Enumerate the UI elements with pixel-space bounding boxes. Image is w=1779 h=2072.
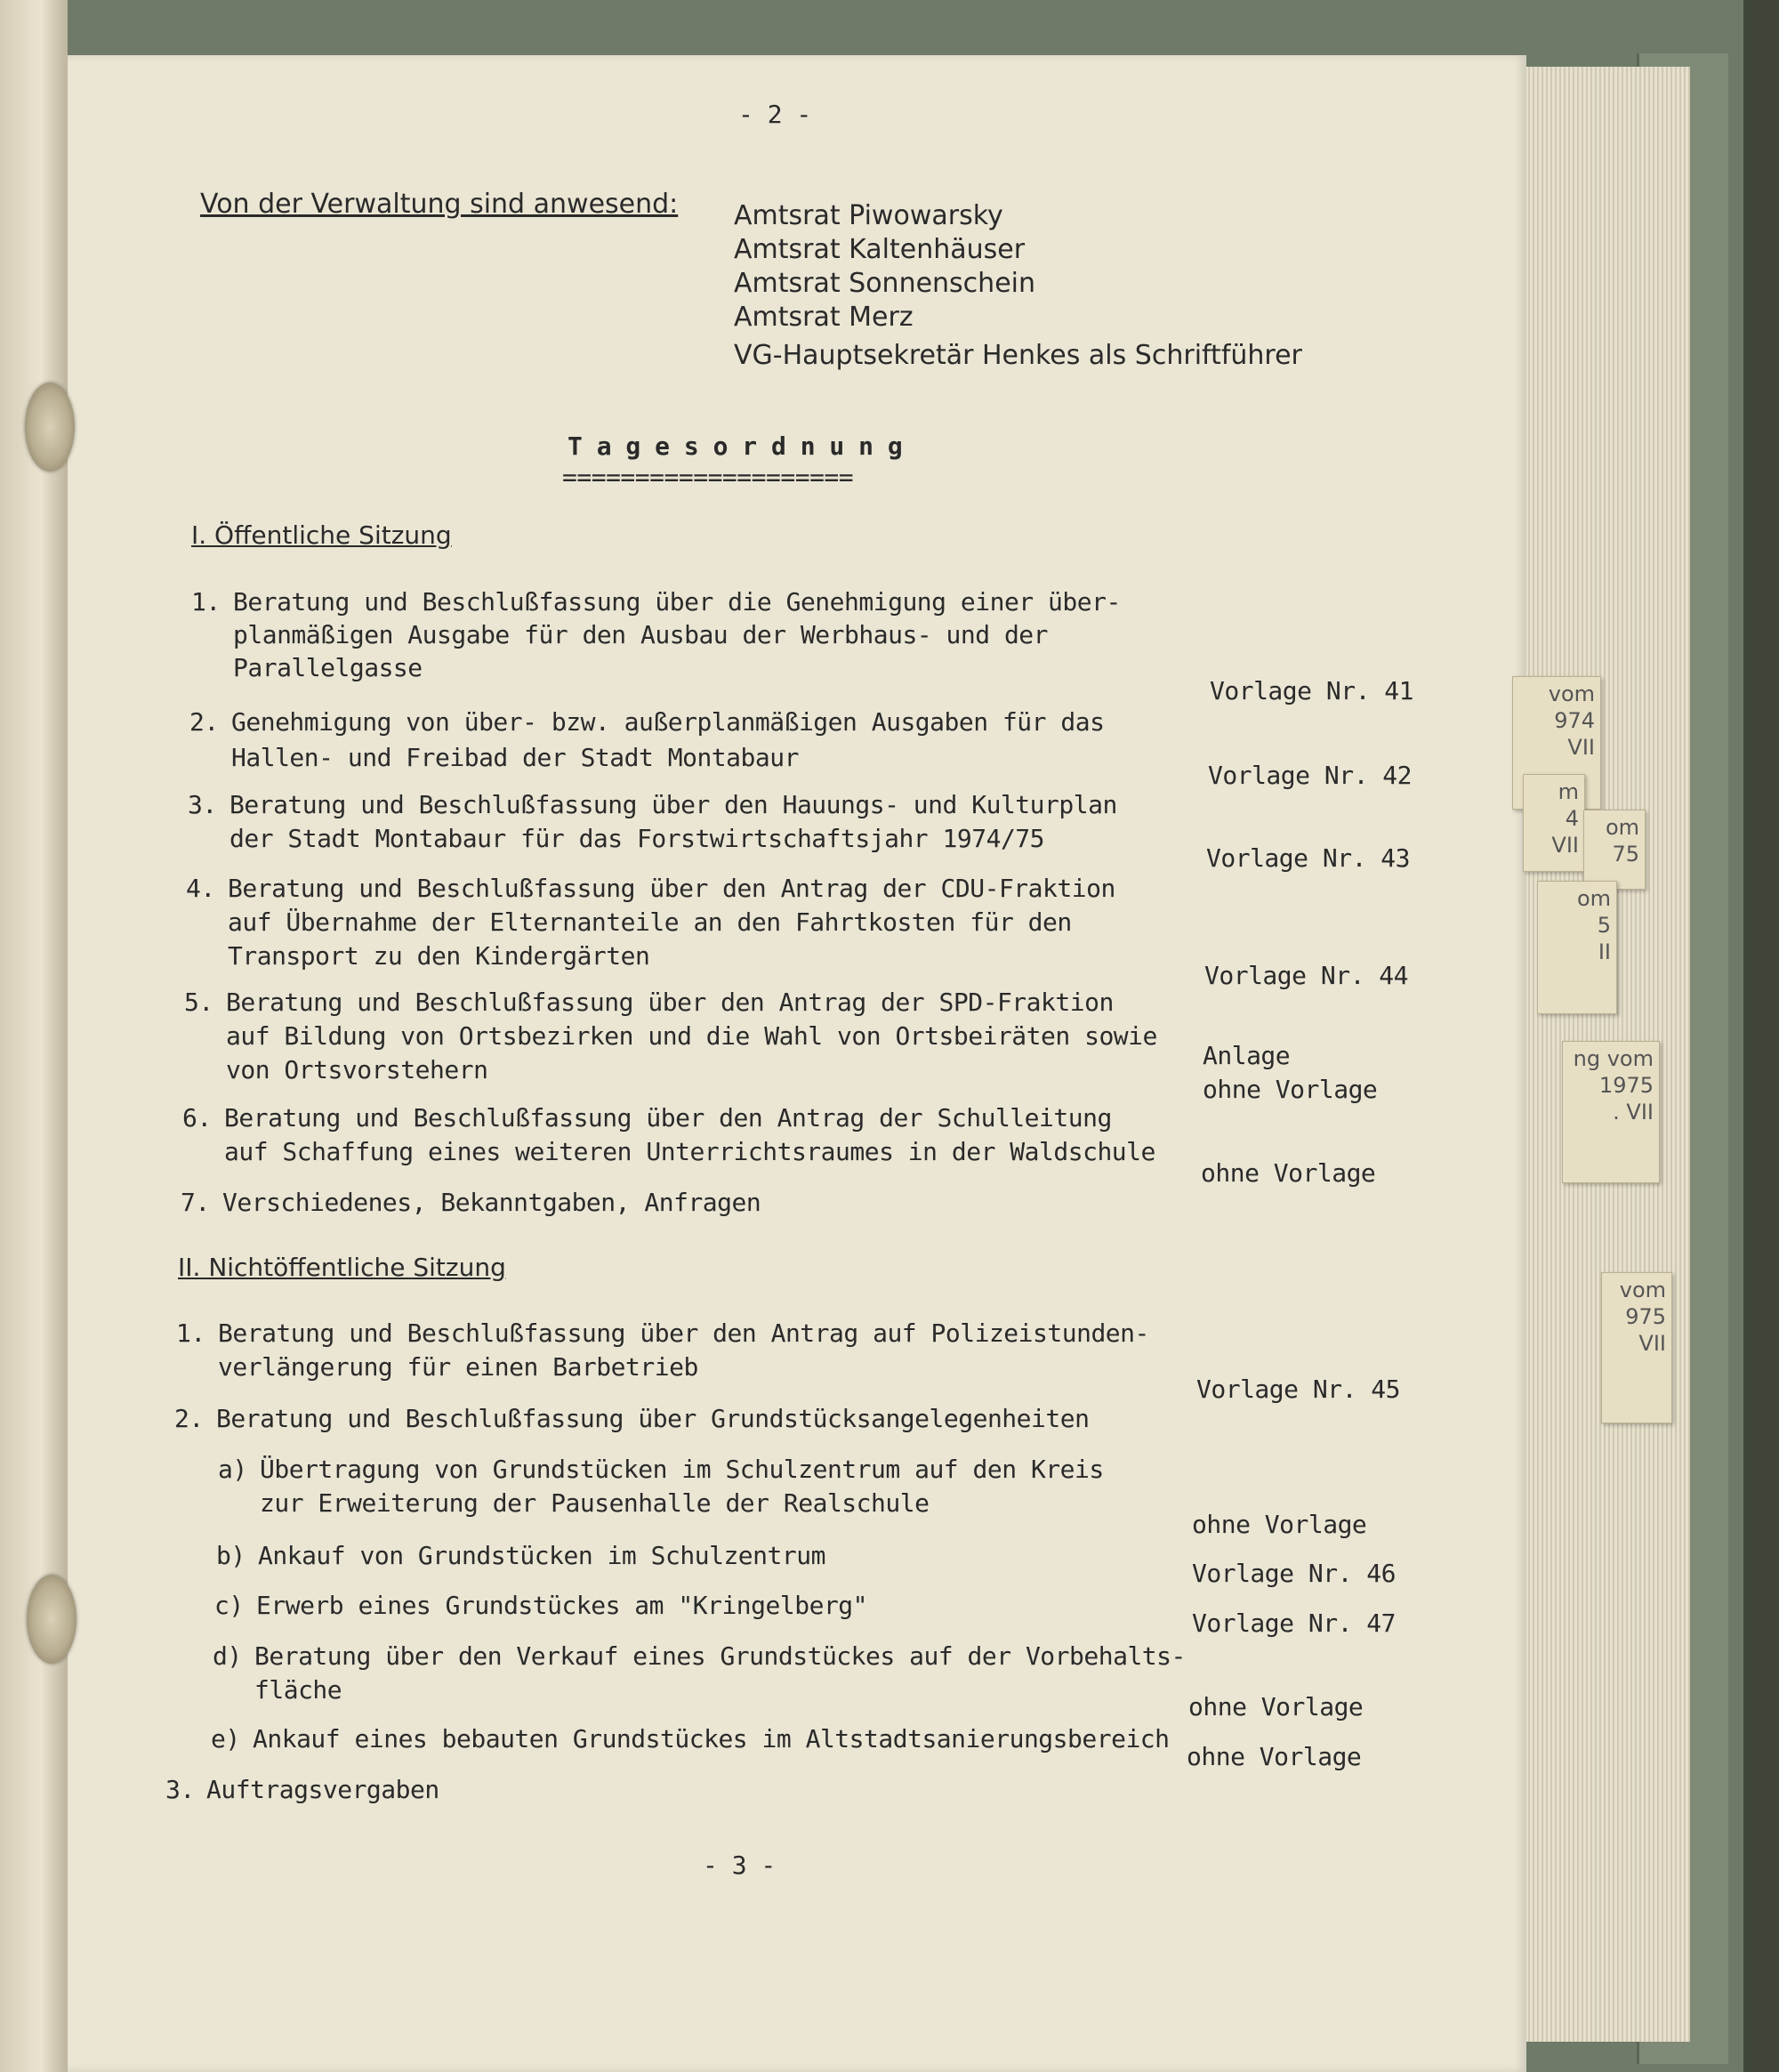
- agenda-subitem-letter: d): [213, 1641, 242, 1671]
- agenda-item-number: 1.: [176, 1318, 205, 1348]
- agenda-item-reference: Vorlage Nr. 45: [1196, 1375, 1401, 1404]
- agenda-item-text: auf Bildung von Ortsbezirken und die Wahl von Ortsbeiräten sowie: [226, 1021, 1157, 1051]
- punch-hole-top: [25, 383, 75, 472]
- tab-text: 5: [1597, 913, 1611, 938]
- punch-hole-bottom: [27, 1575, 76, 1664]
- attendee: Amtsrat Piwowarsky: [734, 200, 1003, 231]
- attendee: Amtsrat Merz: [734, 302, 914, 333]
- agenda-title-rule: ====================: [562, 463, 854, 492]
- agenda-item-text: Verschiedenes, Bekanntgaben, Anfragen: [222, 1188, 761, 1217]
- agenda-item-reference: Vorlage Nr. 42: [1208, 761, 1413, 790]
- tab-text: VII: [1567, 735, 1595, 760]
- agenda-item-reference: ohne Vorlage: [1203, 1075, 1378, 1104]
- tab-text: 975: [1625, 1304, 1666, 1329]
- index-tab[interactable]: [1583, 810, 1646, 890]
- agenda-item-reference: ohne Vorlage: [1192, 1510, 1367, 1539]
- tab-text: VII: [1638, 1331, 1666, 1356]
- tab-text: 1975: [1598, 1073, 1654, 1098]
- agenda-item-reference: Vorlage Nr. 46: [1192, 1559, 1397, 1588]
- agenda-item-text: Beratung und Beschlußfassung über den Antrag auf Polizeistunden-: [218, 1318, 1149, 1348]
- tab-text: om: [1576, 886, 1611, 911]
- agenda-item-number: 4.: [186, 874, 215, 903]
- agenda-subitem-text: Erwerb eines Grundstückes am "Kringelberg": [256, 1591, 868, 1620]
- agenda-item-text: von Ortsvorstehern: [226, 1055, 488, 1084]
- agenda-item-text: Auftragsvergaben: [206, 1775, 439, 1804]
- index-tab[interactable]: [1537, 881, 1617, 1014]
- agenda-item-number: 1.: [191, 587, 221, 617]
- agenda-subitem-text: Beratung über den Verkauf eines Grundstückes auf der Vorbehalts-: [254, 1641, 1186, 1671]
- attendee: Amtsrat Sonnenschein: [734, 268, 1035, 299]
- agenda-subitem-text: zur Erweiterung der Pausenhalle der Realschule: [260, 1488, 930, 1518]
- agenda-subitem-text: Übertragung von Grundstücken im Schulzentrum auf den Kreis: [260, 1455, 1104, 1484]
- agenda-subitem-letter: b): [216, 1541, 246, 1570]
- index-tab[interactable]: [1562, 1041, 1660, 1183]
- agenda-title: T a g e s o r d n u n g: [568, 431, 903, 461]
- index-tab[interactable]: [1601, 1272, 1672, 1423]
- tab-text: . VII: [1613, 1100, 1654, 1125]
- agenda-item-number: 7.: [181, 1188, 210, 1217]
- tab-text: vom: [1548, 681, 1595, 706]
- agenda-item-text: Beratung und Beschlußfassung über den Antrag der SPD-Fraktion: [226, 988, 1114, 1017]
- agenda-item-text: Transport zu den Kindergärten: [228, 941, 650, 971]
- agenda-item-text: Beratung und Beschlußfassung über Grundstücksangelegenheiten: [216, 1404, 1090, 1433]
- agenda-subitem-text: fläche: [254, 1675, 342, 1705]
- agenda-item-reference: ohne Vorlage: [1187, 1742, 1362, 1771]
- tab-text: 4: [1565, 806, 1579, 831]
- agenda-item-text: Beratung und Beschlußfassung über die Genehmigung einer über-: [233, 587, 1121, 617]
- agenda-item-text: Beratung und Beschlußfassung über den Antrag der Schulleitung: [224, 1103, 1112, 1133]
- agenda-item-reference: Vorlage Nr. 47: [1192, 1608, 1397, 1638]
- agenda-item-number: 2.: [174, 1404, 204, 1433]
- tab-text: m: [1558, 779, 1579, 804]
- agenda-item-reference: ohne Vorlage: [1188, 1692, 1364, 1721]
- agenda-item-number: 5.: [184, 988, 213, 1017]
- agenda-subitem-text: Ankauf von Grundstücken im Schulzentrum: [258, 1541, 825, 1570]
- agenda-item-text: der Stadt Montabaur für das Forstwirtschaftsjahr 1974/75: [229, 824, 1045, 853]
- agenda-item-number: 3.: [165, 1775, 195, 1804]
- agenda-item-text: planmäßigen Ausgabe für den Ausbau der Werbhaus- und der: [233, 620, 1049, 649]
- agenda-item-number: 3.: [188, 790, 217, 819]
- agenda-item-number: 2.: [189, 707, 219, 737]
- agenda-item-reference: Vorlage Nr. 41: [1210, 676, 1414, 705]
- agenda-subitem-text: Ankauf eines bebauten Grundstückes im Altstadtsanierungsbereich: [253, 1724, 1170, 1754]
- agenda-item-reference: ohne Vorlage: [1201, 1158, 1376, 1188]
- agenda-item-reference: Anlage: [1203, 1041, 1291, 1070]
- agenda-item-text: Hallen- und Freibad der Stadt Montabaur: [231, 743, 799, 772]
- tab-text: 974: [1554, 708, 1595, 733]
- attendance-heading: Von der Verwaltung sind anwesend:: [200, 189, 679, 220]
- agenda-item-text: verlängerung für einen Barbetrieb: [218, 1352, 698, 1382]
- agenda-item-text: auf Schaffung eines weiteren Unterrichtsraumes in der Waldschule: [224, 1137, 1155, 1166]
- agenda-item-number: 6.: [182, 1103, 212, 1133]
- page-number-top: - 2 -: [738, 100, 811, 129]
- agenda-item-reference: Vorlage Nr. 43: [1206, 843, 1411, 873]
- attendee: VG-Hauptsekretär Henkes als Schriftführer: [734, 340, 1302, 371]
- agenda-item-text: Beratung und Beschlußfassung über den Hauungs- und Kulturplan: [229, 790, 1117, 819]
- page-number-bottom: - 3 -: [703, 1850, 776, 1880]
- tab-text: VII: [1551, 833, 1579, 858]
- index-tab[interactable]: [1523, 774, 1585, 872]
- agenda-item-text: Beratung und Beschlußfassung über den Antrag der CDU-Fraktion: [228, 874, 1115, 903]
- section-heading-private: II. Nichtöffentliche Sitzung: [178, 1253, 506, 1282]
- tab-text: 75: [1612, 842, 1639, 867]
- agenda-item-text: Genehmigung von über- bzw. außerplanmäßigen Ausgaben für das: [231, 707, 1105, 737]
- agenda-item-reference: Vorlage Nr. 44: [1204, 961, 1409, 990]
- left-page-edge: [0, 0, 68, 2072]
- tab-text: vom: [1619, 1278, 1666, 1302]
- agenda-subitem-letter: a): [218, 1455, 247, 1484]
- section-heading-public: I. Öffentliche Sitzung: [191, 520, 452, 550]
- attendee: Amtsrat Kaltenhäuser: [734, 234, 1026, 265]
- agenda-subitem-letter: c): [214, 1591, 244, 1620]
- agenda-item-text: auf Übernahme der Elternanteile an den Fahrtkosten für den: [228, 907, 1072, 937]
- agenda-item-text: Parallelgasse: [233, 653, 423, 682]
- tab-text: ng vom: [1573, 1046, 1654, 1071]
- agenda-subitem-letter: e): [211, 1724, 240, 1754]
- tab-text: II: [1598, 939, 1611, 964]
- tab-text: om: [1605, 815, 1639, 840]
